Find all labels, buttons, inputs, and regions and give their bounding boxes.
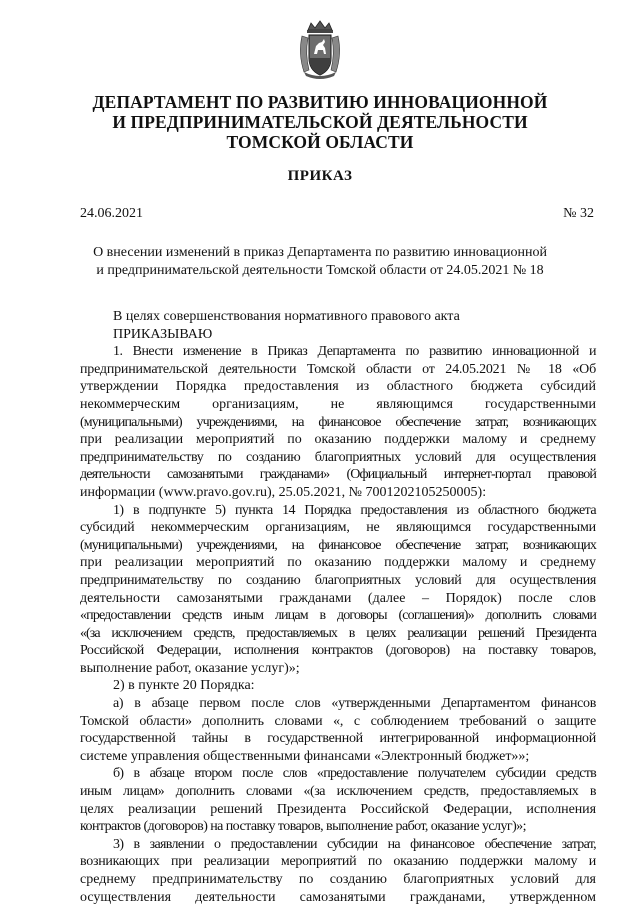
department-line: И ПРЕДПРИНИМАТЕЛЬСКОЙ ДЕЯТЕЛЬНОСТИ [112, 112, 528, 132]
body-line: (муниципальными) учреждениями, на финансовое обеспечение затрат, возникающих [80, 414, 596, 430]
body-line: возникающих при реализации мероприятий по оказанию поддержки малому и [80, 854, 596, 870]
coat-of-arms-icon [296, 20, 344, 80]
body-line: иным лицам» дополнить словами «(за исключением средств, предоставляемых в [80, 784, 596, 800]
body-line: Российской Федерации, исполнения контрактов (договоров) на поставку товаров, [80, 643, 596, 659]
body-line: (муниципальными) учреждениями, на финансовое обеспечение затрат, возникающих [80, 537, 596, 553]
body-line: субсидий некоммерческим организациям, не являющимся государственными [80, 520, 596, 536]
body-line: контрактов (договоров) на поставку товаров, выполнение работ, оказание услуг)»; [80, 819, 526, 835]
department-name [60, 92, 580, 152]
body-line: а) в абзаце первом после слов «утвержденными Департаментом финансов [113, 696, 596, 712]
body-line: осуществления деятельности самозанятыми гражданами, утвержденном [80, 889, 596, 905]
body-line: 1) в подпункте 5) пункта 14 Порядка предоставления из областного бюджета [113, 502, 596, 518]
document-body [80, 308, 596, 906]
body-line: информации (www.pravo.gov.ru), 25.05.2021, № 7001202105250005): [80, 484, 487, 500]
body-line: предпринимательству по созданию благоприятных условий для осуществления [80, 572, 596, 588]
department-line: ТОМСКОЙ ОБЛАСТИ [226, 132, 414, 152]
document-number: № 32 [563, 206, 594, 221]
body-line: 2) в пункте 20 Порядка: [113, 678, 255, 694]
body-line: деятельности самозанятыми гражданами (далее – Порядок) после слов [80, 590, 596, 606]
body-line: среднему предпринимательству по созданию благоприятных условий для [80, 872, 596, 887]
body-line: В целях совершенствования нормативного правового акта [113, 309, 460, 324]
document-type: ПРИКАЗ [287, 168, 353, 184]
body-line: «предоставлении средств иным лицам в договоры (соглашения)» дополнить словами [80, 608, 596, 624]
body-line: некоммерческим организациям, не являющимся государственными [80, 396, 596, 412]
body-line: утверждении Порядка предоставления из областного бюджета субсидий [80, 379, 596, 395]
body-line: государственной тайны в государственной интегрированной информационной [80, 731, 596, 747]
body-line: Томской области» дополнить словами «, с соблюдением требований о защите [80, 713, 596, 729]
body-line: целях реализации решений Президента Российской Федерации, исполнения [80, 801, 596, 817]
document-date: 24.06.2021 [80, 206, 143, 221]
body-line: при реализации мероприятий по оказанию поддержки малому и среднему [80, 432, 596, 448]
body-line: 1. Внести изменение в Приказ Департамента по развитию инновационной и [113, 344, 596, 360]
body-line: «(за исключением средств, предоставляемых в целях реализации решений Президента [80, 625, 596, 641]
body-line: 3) в заявлении о предоставлении субсидии на финансовое обеспечение затрат, [113, 836, 596, 852]
body-line: выполнение работ, оказание услуг)»; [80, 660, 300, 676]
body-line: предпринимательству по созданию благоприятных условий для осуществления [80, 449, 596, 465]
department-line: ДЕПАРТАМЕНТ ПО РАЗВИТИЮ ИННОВАЦИОННОЙ [92, 92, 548, 112]
body-line: предпринимательской деятельности Томской области от 24.05.2021 № 18 «Об [80, 361, 596, 377]
body-line: при реализации мероприятий по оказанию поддержки малому и среднему [80, 555, 596, 571]
body-line: системе управления общественными финансами «Электронный бюджет»»; [80, 748, 530, 764]
body-line: б) в абзаце втором после слов «предоставление получателем субсидии средств [113, 766, 596, 782]
body-line: деятельности самозанятыми гражданами» (Официальный интернет-портал правовой [80, 467, 596, 483]
subject-line: и предпринимательской деятельности Томской области от 24.05.2021 № 18 [96, 263, 544, 278]
document-subject [60, 244, 580, 280]
subject-line: О внесении изменений в приказ Департамента по развитию инновационной [93, 245, 547, 260]
body-line: ПРИКАЗЫВАЮ [113, 326, 213, 342]
